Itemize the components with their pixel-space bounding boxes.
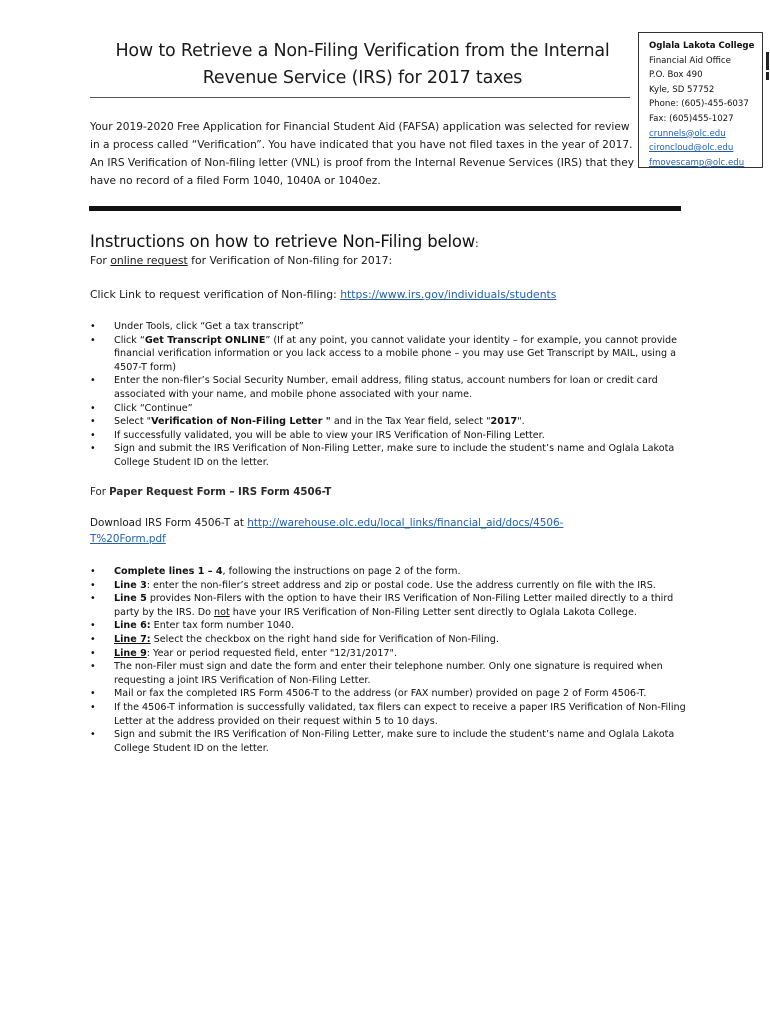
list-item (90, 592, 690, 619)
email-link-crunnels[interactable]: crunnels@olc.edu (649, 128, 726, 139)
step-text: Click “ (114, 334, 145, 346)
step-text: Select the checkbox on the right hand side for Verification of Non-Filing. (150, 633, 499, 645)
bullet-icon: • (90, 402, 96, 414)
step-emphasis: Line 7: (114, 633, 151, 645)
bullet-icon: • (90, 593, 96, 605)
instructions-heading-text: Instructions on how to retrieve Non-Filing below (90, 232, 476, 251)
instructions-heading (90, 232, 479, 251)
contact-office: Financial Aid Office (649, 55, 731, 66)
list-item (90, 619, 690, 633)
title-line-2: Revenue Service (IRS) for 2017 taxes (202, 68, 523, 88)
list-item (90, 565, 690, 579)
paper-steps-list (90, 565, 690, 755)
contact-pobox: P.O. Box 490 (649, 70, 703, 81)
email-link-fmovescamp[interactable]: fmovescamp@olc.edu (649, 157, 745, 168)
step-emphasis: Get Transcript ONLINE (144, 334, 266, 346)
page-title (90, 38, 635, 92)
step-text: : enter the non-filer’s street address and zip or postal code. Use the address currently on file with the IRS. (146, 579, 656, 591)
online-prefix: For (90, 254, 111, 267)
bullet-icon: • (90, 661, 96, 673)
edge-mark (766, 72, 769, 80)
list-item (90, 647, 690, 661)
contact-fax: Fax: (605)455-1027 (649, 113, 734, 124)
list-item (90, 334, 690, 375)
step-text: Select " (114, 416, 152, 428)
bullet-icon: • (90, 375, 96, 387)
online-request-label: online request (110, 254, 188, 267)
list-item (90, 442, 690, 469)
step-text: provides Non-Filers with the option to have their IRS Verification of Non-Filing Letter mailed directly to a third party by the IRS. Do (114, 593, 674, 618)
step-text: Under Tools, click “Get a tax transcript” (114, 321, 304, 332)
online-suffix: for Verification of Non-filing for 2017: (187, 254, 393, 267)
step-text: If successfully validated, you will be able to view your IRS Verification of Non-Filing Letter. (114, 429, 545, 441)
irs-students-link[interactable]: https://www.irs.gov/individuals/students (340, 288, 557, 301)
irs-link-line (90, 288, 556, 301)
step-text: Sign and submit the IRS Verification of Non-Filing Letter, make sure to include the student’s name and Oglala Lakota College Student ID on the letter. (114, 729, 675, 754)
contact-org: Oglala Lakota College (649, 41, 755, 51)
bullet-icon: • (90, 729, 96, 741)
step-text: , following the instructions on page 2 of the form. (222, 566, 461, 577)
contact-city: Kyle, SD 57752 (649, 84, 715, 95)
bullet-icon: • (90, 688, 96, 700)
list-item (90, 701, 690, 728)
bullet-icon: • (90, 321, 96, 332)
paper-heading-prefix: For (90, 487, 110, 498)
online-steps-list (90, 320, 690, 470)
list-item (90, 687, 690, 701)
step-text: ” (If at any point, you cannot validate your identity – for example, you cannot provide financial verification information or you lack access to a mobile phone – you may use Get Transcript by MAIL, using a 4507-T form) (114, 334, 678, 373)
step-emphasis: Line 3 (114, 579, 147, 591)
section-divider (89, 206, 681, 211)
bullet-icon: • (90, 620, 96, 632)
step-emphasis: Verification of Non-Filing Letter " (151, 416, 331, 428)
step-emphasis: 2017 (490, 416, 518, 428)
bullet-icon: • (90, 443, 96, 455)
download-label: Download IRS Form 4506-T at (90, 517, 248, 529)
step-text: and in the Tax Year field, select " (330, 416, 491, 428)
step-emphasis: Complete lines 1 – 4 (114, 566, 223, 577)
list-item (90, 415, 690, 429)
list-item (90, 633, 690, 647)
list-item (90, 579, 690, 593)
list-item (90, 374, 690, 401)
irs-link-label: Click Link to request verification of Non-filing: (90, 288, 341, 301)
title-divider (90, 97, 630, 98)
list-item (90, 728, 690, 755)
bullet-icon: • (90, 647, 96, 659)
step-emphasis: Line 5 (114, 593, 147, 605)
intro-paragraph: Your 2019-2020 Free Application for Financial Student Aid (FAFSA) application was selected for review in a process called “Verification”. You have indicated that you have not filed taxes in the year of 2017. An IRS Verification of Non-filing letter (VNL) is proof from the Internal Revenue Services (IRS) that they have no record of a filed Form 1040, 1040A or 1040ez. (90, 121, 635, 187)
step-text: Click “Continue” (114, 402, 193, 414)
title-line-1: How to Retrieve a Non-Filing Verification from the Internal (115, 41, 610, 61)
step-text: Mail or fax the completed IRS Form 4506-T to the address (or FAX number) provided on page 2 of Form 4506-T. (114, 688, 647, 700)
bullet-icon: • (90, 566, 96, 577)
bullet-icon: • (90, 701, 96, 713)
step-emphasis: Line 6: (114, 620, 151, 632)
list-item (90, 320, 690, 334)
bullet-icon: • (90, 334, 96, 346)
bullet-icon: • (90, 633, 96, 645)
step-text: Sign and submit the IRS Verification of Non-Filing Letter, make sure to include the student’s name and Oglala Lakota College Student ID on the letter. (114, 443, 675, 468)
list-item (90, 402, 690, 416)
bullet-icon: • (90, 429, 96, 441)
list-item (90, 660, 690, 687)
step-emphasis: not (214, 606, 230, 618)
download-line (90, 515, 630, 547)
step-text: The non-Filer must sign and date the form and enter their telephone number. Only one signature is required when requesting a joint IRS Verification of Non-Filing Letter. (114, 661, 663, 686)
bullet-icon: • (90, 579, 96, 591)
bullet-icon: • (90, 416, 96, 428)
step-text: If the 4506-T information is successfully validated, tax filers can expect to receive a paper IRS Verification of Non-Filing Letter at the address provided on their request within 5 to 10 days. (114, 701, 686, 727)
step-text: Enter the non-filer’s Social Security Number, email address, filing status, account numbers for loan or credit card associated with your name, and mobile phone associated with your name. (114, 375, 658, 400)
step-text: ". (517, 416, 525, 428)
contact-phone: Phone: (605)-455-6037 (649, 99, 749, 110)
contact-box (638, 32, 763, 168)
step-text: have your IRS Verification of Non-Filing Letter sent directly to Oglala Lakota College. (229, 606, 637, 618)
paper-request-heading (90, 487, 331, 498)
step-text: Enter tax form number 1040. (150, 620, 295, 632)
paper-heading-text: Paper Request Form – IRS Form 4506-T (109, 487, 332, 498)
step-emphasis: Line 9 (114, 647, 147, 659)
list-item (90, 429, 690, 443)
step-text: : Year or period requested field, enter "12/31/2017". (146, 647, 398, 659)
form-4506t-link[interactable]: http://warehouse.olc.edu/local_links/financial_aid/docs/4506-T%20Form.pdf (90, 517, 564, 545)
email-link-cironcloud[interactable]: cironcloud@olc.edu (649, 143, 734, 154)
online-request-line (90, 254, 392, 267)
edge-mark (766, 52, 769, 70)
heading-colon: : (475, 237, 479, 250)
